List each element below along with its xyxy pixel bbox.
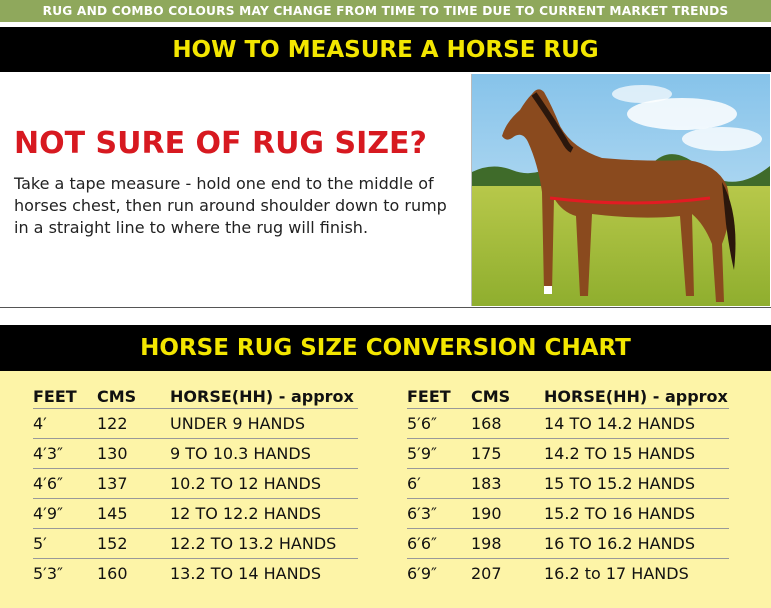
cms-cell: 207: [471, 564, 502, 583]
column-header-feet: FEET: [407, 384, 471, 409]
feet-cell: 5′9″: [407, 439, 471, 469]
table-row: [407, 439, 729, 469]
hands-cell: 9 TO 10.3 HANDS: [170, 439, 358, 469]
column-header-cms: CMS: [471, 384, 544, 409]
table-row: [33, 499, 358, 529]
feet-cell: 6′6″: [407, 529, 471, 559]
table-row: [33, 439, 358, 469]
cms-cell: 183: [471, 469, 544, 499]
measure-panel: [0, 72, 771, 308]
column-header-feet: FEET: [33, 384, 97, 409]
size-chart-header: [0, 325, 771, 371]
feet-cell: 6′3″: [407, 499, 471, 529]
feet-cell: 5′6″: [407, 409, 471, 439]
feet-cell: 6′9″: [407, 564, 437, 583]
table-row: [407, 529, 729, 559]
size-table-left: [33, 384, 358, 588]
cms-cell: 168: [471, 409, 544, 439]
cms-cell: 160: [97, 564, 128, 583]
table-row: [33, 409, 358, 439]
hands-cell: 15.2 TO 16 HANDS: [544, 499, 729, 529]
measure-section-header: [0, 27, 771, 72]
market-trends-notice: [0, 0, 771, 22]
measure-instructions: Take a tape measure - hold one end to the middle of horses chest, then run around shoulder down to rump in a straight line to where the rug will finish.: [14, 174, 447, 237]
hands-cell: 12 TO 12.2 HANDS: [170, 499, 358, 529]
measure-text-block: [14, 126, 464, 239]
hands-cell: 14 TO 14.2 HANDS: [544, 409, 729, 439]
column-header-horse-hh: HORSE(HH) - approx: [170, 384, 358, 409]
cloud: [682, 127, 762, 151]
feet-cell: 4′9″: [33, 499, 97, 529]
horse-photo: [471, 74, 770, 306]
hands-cell: 14.2 TO 15 HANDS: [544, 439, 729, 469]
cms-cell: 152: [97, 529, 170, 559]
hands-cell: 16 TO 16.2 HANDS: [544, 529, 729, 559]
rug-size-question-title: NOT SURE OF RUG SIZE?: [14, 126, 427, 161]
hands-cell: 16.2 to 17 HANDS: [544, 564, 689, 583]
column-header-cms: CMS: [97, 384, 170, 409]
feet-cell: 4′: [33, 409, 97, 439]
cms-cell: 137: [97, 469, 170, 499]
column-header-horse-hh: HORSE(HH) - approx: [544, 384, 729, 409]
cloud: [612, 85, 672, 103]
table-header-row: [407, 384, 729, 409]
hands-cell: 10.2 TO 12 HANDS: [170, 469, 358, 499]
cms-cell: 175: [471, 439, 544, 469]
table-row: [33, 559, 358, 589]
notice-text: RUG AND COMBO COLOURS MAY CHANGE FROM TIME TO TIME DUE TO CURRENT MARKET TRENDS: [42, 4, 729, 18]
cms-cell: 130: [97, 439, 170, 469]
cms-cell: 190: [471, 499, 544, 529]
table-header-row: [33, 384, 358, 409]
feet-cell: 6′: [407, 469, 471, 499]
table-row: [33, 529, 358, 559]
hands-cell: 15 TO 15.2 HANDS: [544, 469, 729, 499]
cms-cell: 122: [97, 409, 170, 439]
feet-cell: 4′3″: [33, 439, 97, 469]
table-row: [33, 469, 358, 499]
hands-cell: 13.2 TO 14 HANDS: [170, 564, 322, 583]
cms-cell: 145: [97, 499, 170, 529]
table-row: [407, 469, 729, 499]
table-row: [407, 559, 729, 589]
hands-cell: 12.2 TO 13.2 HANDS: [170, 529, 358, 559]
feet-cell: 5′: [33, 529, 97, 559]
size-chart-panel: [0, 371, 771, 608]
feet-cell: 4′6″: [33, 469, 97, 499]
table-row: [407, 409, 729, 439]
hands-cell: UNDER 9 HANDS: [170, 409, 358, 439]
size-chart-header-text: HORSE RUG SIZE CONVERSION CHART: [140, 335, 631, 361]
measure-header-text: HOW TO MEASURE A HORSE RUG: [172, 36, 599, 63]
size-table-right: [407, 384, 729, 588]
cms-cell: 198: [471, 529, 544, 559]
table-row: [407, 499, 729, 529]
feet-cell: 5′3″: [33, 564, 63, 583]
